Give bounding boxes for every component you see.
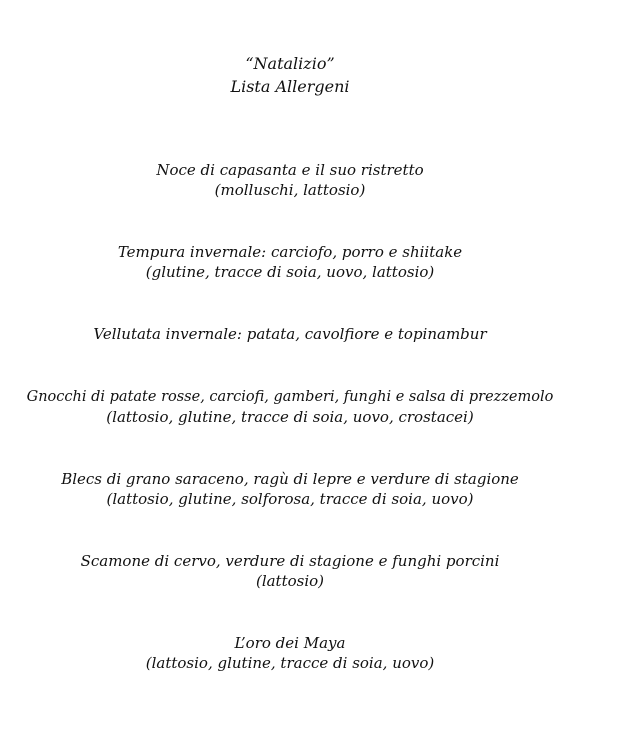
dish-allergens: (molluschi, lattosio) xyxy=(214,181,366,199)
course-item xyxy=(0,242,580,282)
menu-subtitle: Lista Allergeni xyxy=(230,77,350,96)
dish-name: Gnocchi di patate rosse, carciofi, gamberi, funghi e salsa di prezzemolo xyxy=(26,389,554,405)
course-item xyxy=(0,551,580,591)
dish-allergens: (lattosio) xyxy=(255,572,325,590)
course-item xyxy=(0,387,580,427)
dish-name: L’oro dei Maya xyxy=(234,634,346,652)
dish-name: Vellutata invernale: patata, cavolfiore e topinambur xyxy=(93,325,487,343)
dish-name: Tempura invernale: carciofo, porro e shiitake xyxy=(117,243,463,261)
dish-allergens: (lattosio, glutine, tracce di soia, uovo, crostacei) xyxy=(106,408,474,426)
dish-allergens: (lattosio, glutine, solforosa, tracce di soia, uovo) xyxy=(106,490,474,508)
menu-title: “Natalizio” xyxy=(245,54,335,73)
dish-allergens: (lattosio, glutine, tracce di soia, uovo) xyxy=(145,654,435,672)
menu-header xyxy=(0,52,580,98)
dish-name: Noce di capasanta e il suo ristretto xyxy=(156,161,424,179)
dish-name: Blecs di grano saraceno, ragù di lepre e verdure di stagione xyxy=(61,470,519,488)
course-item xyxy=(0,324,580,344)
course-item xyxy=(0,160,580,200)
dish-name: Scamone di cervo, verdure di stagione e funghi porcini xyxy=(80,552,500,570)
course-item xyxy=(0,633,580,673)
course-item xyxy=(0,469,580,509)
dish-allergens: (glutine, tracce di soia, uovo, lattosio) xyxy=(145,263,435,281)
